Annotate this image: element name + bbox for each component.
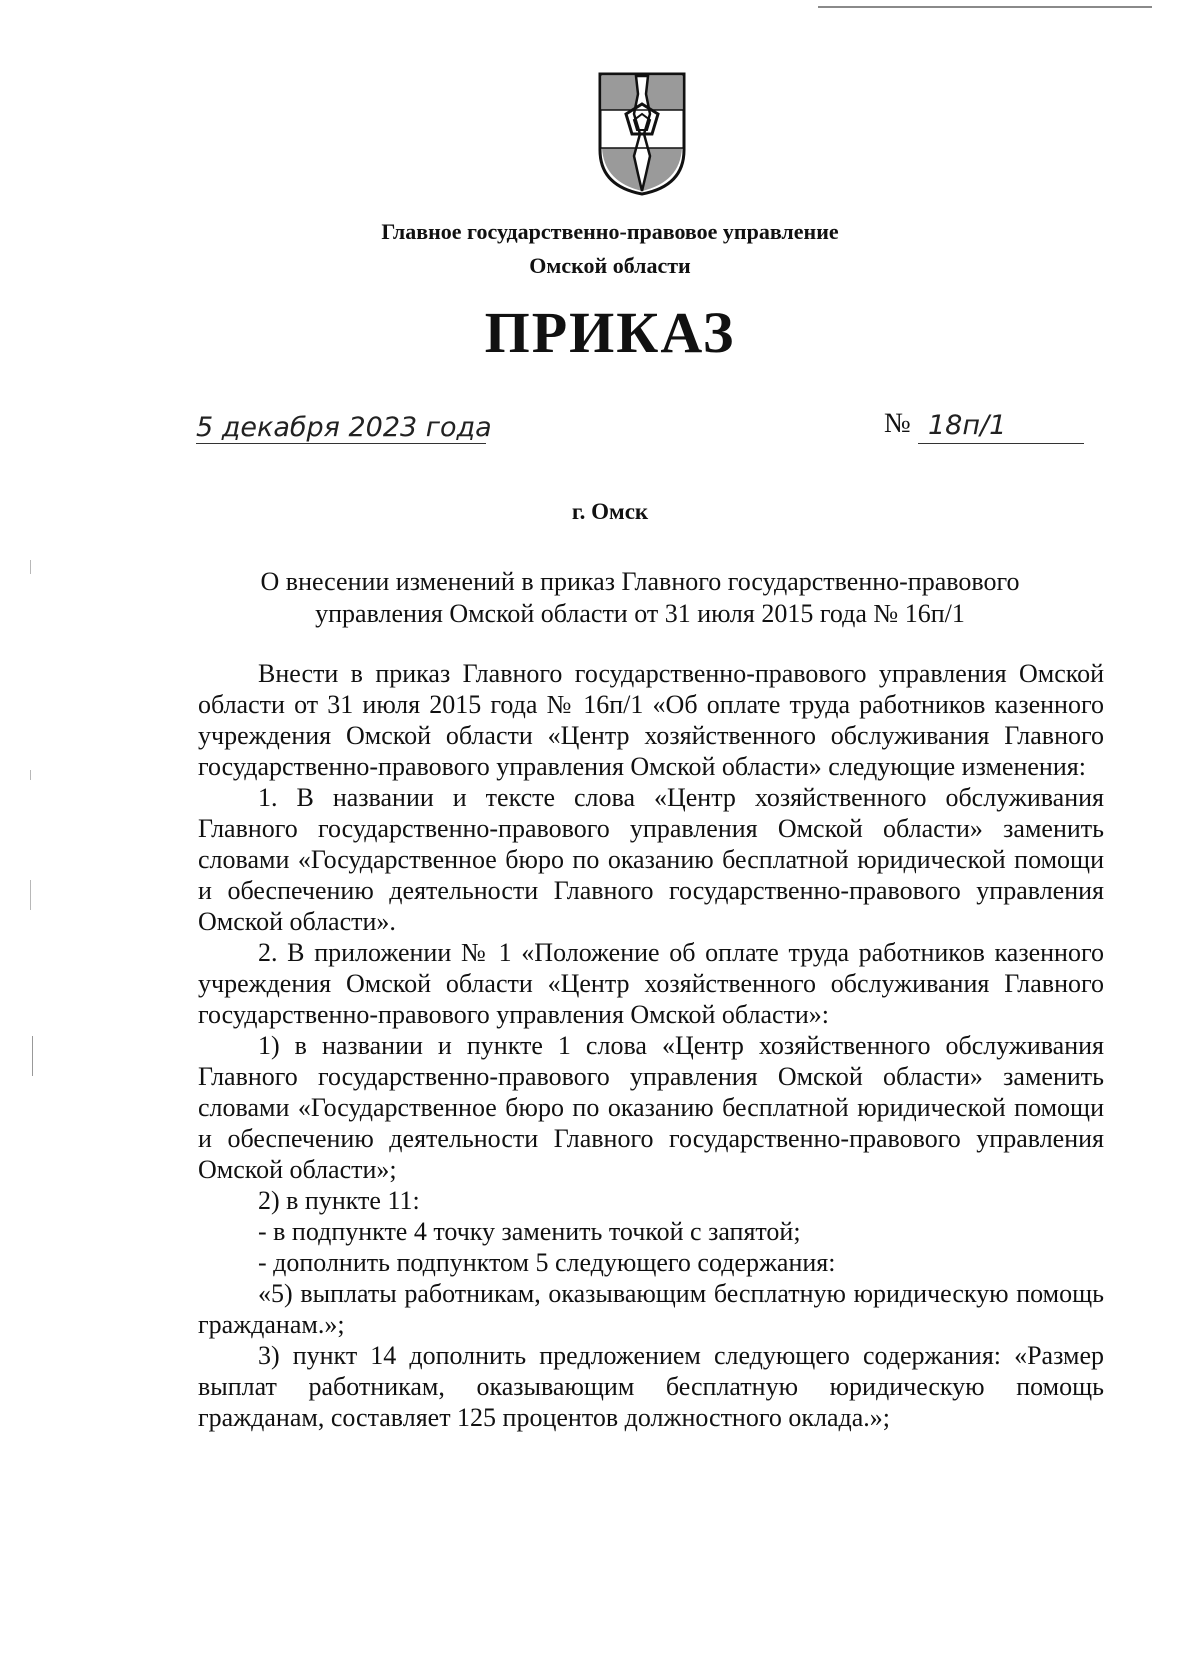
- scan-margin-mark: [32, 1036, 33, 1076]
- paragraph-subitem-1: 1) в названии и пункте 1 слова «Центр хозяйственного обслуживания Главного государственно-правового управления Омской области» заменить словами «Государственное бюро по оказанию бесплатной юридической помощи и обеспечению деятельности Главного государственно-правового управления Омской области»;: [198, 1031, 1104, 1184]
- org-name-line2: Омской области: [529, 253, 691, 278]
- handwritten-date: 5 декабря 2023 года: [196, 412, 492, 443]
- scan-margin-mark: [30, 560, 31, 574]
- org-name-line1: Главное государственно-правовое управление: [381, 219, 839, 244]
- handwritten-number: 18п/1: [928, 410, 1007, 441]
- number-label: №: [884, 408, 911, 439]
- number-underline: [918, 443, 1084, 444]
- order-subject: О внесении изменений в приказ Главного государственно-правового управления Омской области от 31 июля 2015 года № 16п/1: [260, 567, 1020, 628]
- paragraph-intro: Внести в приказ Главного государственно-правового управления Омской области от 31 июля 2015 года № 16п/1 «Об оплате труда работников казенного учреждения Омской области «Центр хозяйственного обслуживания Главного государственно-правового управления Омской области» следующие изменения:: [198, 659, 1104, 781]
- city: г. Омск: [571, 499, 649, 524]
- document-title: ПРИКАЗ: [484, 300, 736, 365]
- date-underline: [196, 443, 486, 444]
- paragraph-dash-2: - дополнить подпунктом 5 следующего содержания:: [258, 1248, 836, 1277]
- paragraph-quote-5: «5) выплаты работникам, оказывающим бесплатную юридическую помощь гражданам.»;: [198, 1279, 1104, 1339]
- paragraph-subitem-2: 2) в пункте 11:: [258, 1186, 420, 1215]
- paragraph-dash-1: - в подпункте 4 точку заменить точкой с запятой;: [258, 1217, 801, 1246]
- order-body: [198, 658, 1104, 1433]
- paragraph-item-1: 1. В названии и тексте слова «Центр хозяйственного обслуживания Главного государственно-правового управления Омской области» заменить словами «Государственное бюро по оказанию бесплатной юридической помощи и обеспечению деятельности Главного государственно-правового управления Омской области».: [198, 783, 1104, 936]
- scan-margin-mark: [30, 880, 31, 910]
- paragraph-item-2: 2. В приложении № 1 «Положение об оплате труда работников казенного учреждения Омской области «Центр хозяйственного обслуживания Главного государственно-правового управления Омской области»:: [198, 938, 1104, 1029]
- omsk-coat-of-arms-icon: [596, 70, 688, 196]
- scan-margin-mark: [30, 770, 31, 780]
- paragraph-subitem-3: 3) пункт 14 дополнить предложением следующего содержания: «Размер выплат работникам, оказывающим бесплатную юридическую помощь гражданам, составляет 125 процентов должностного оклада.»;: [198, 1341, 1104, 1432]
- scan-top-rule: [818, 6, 1152, 8]
